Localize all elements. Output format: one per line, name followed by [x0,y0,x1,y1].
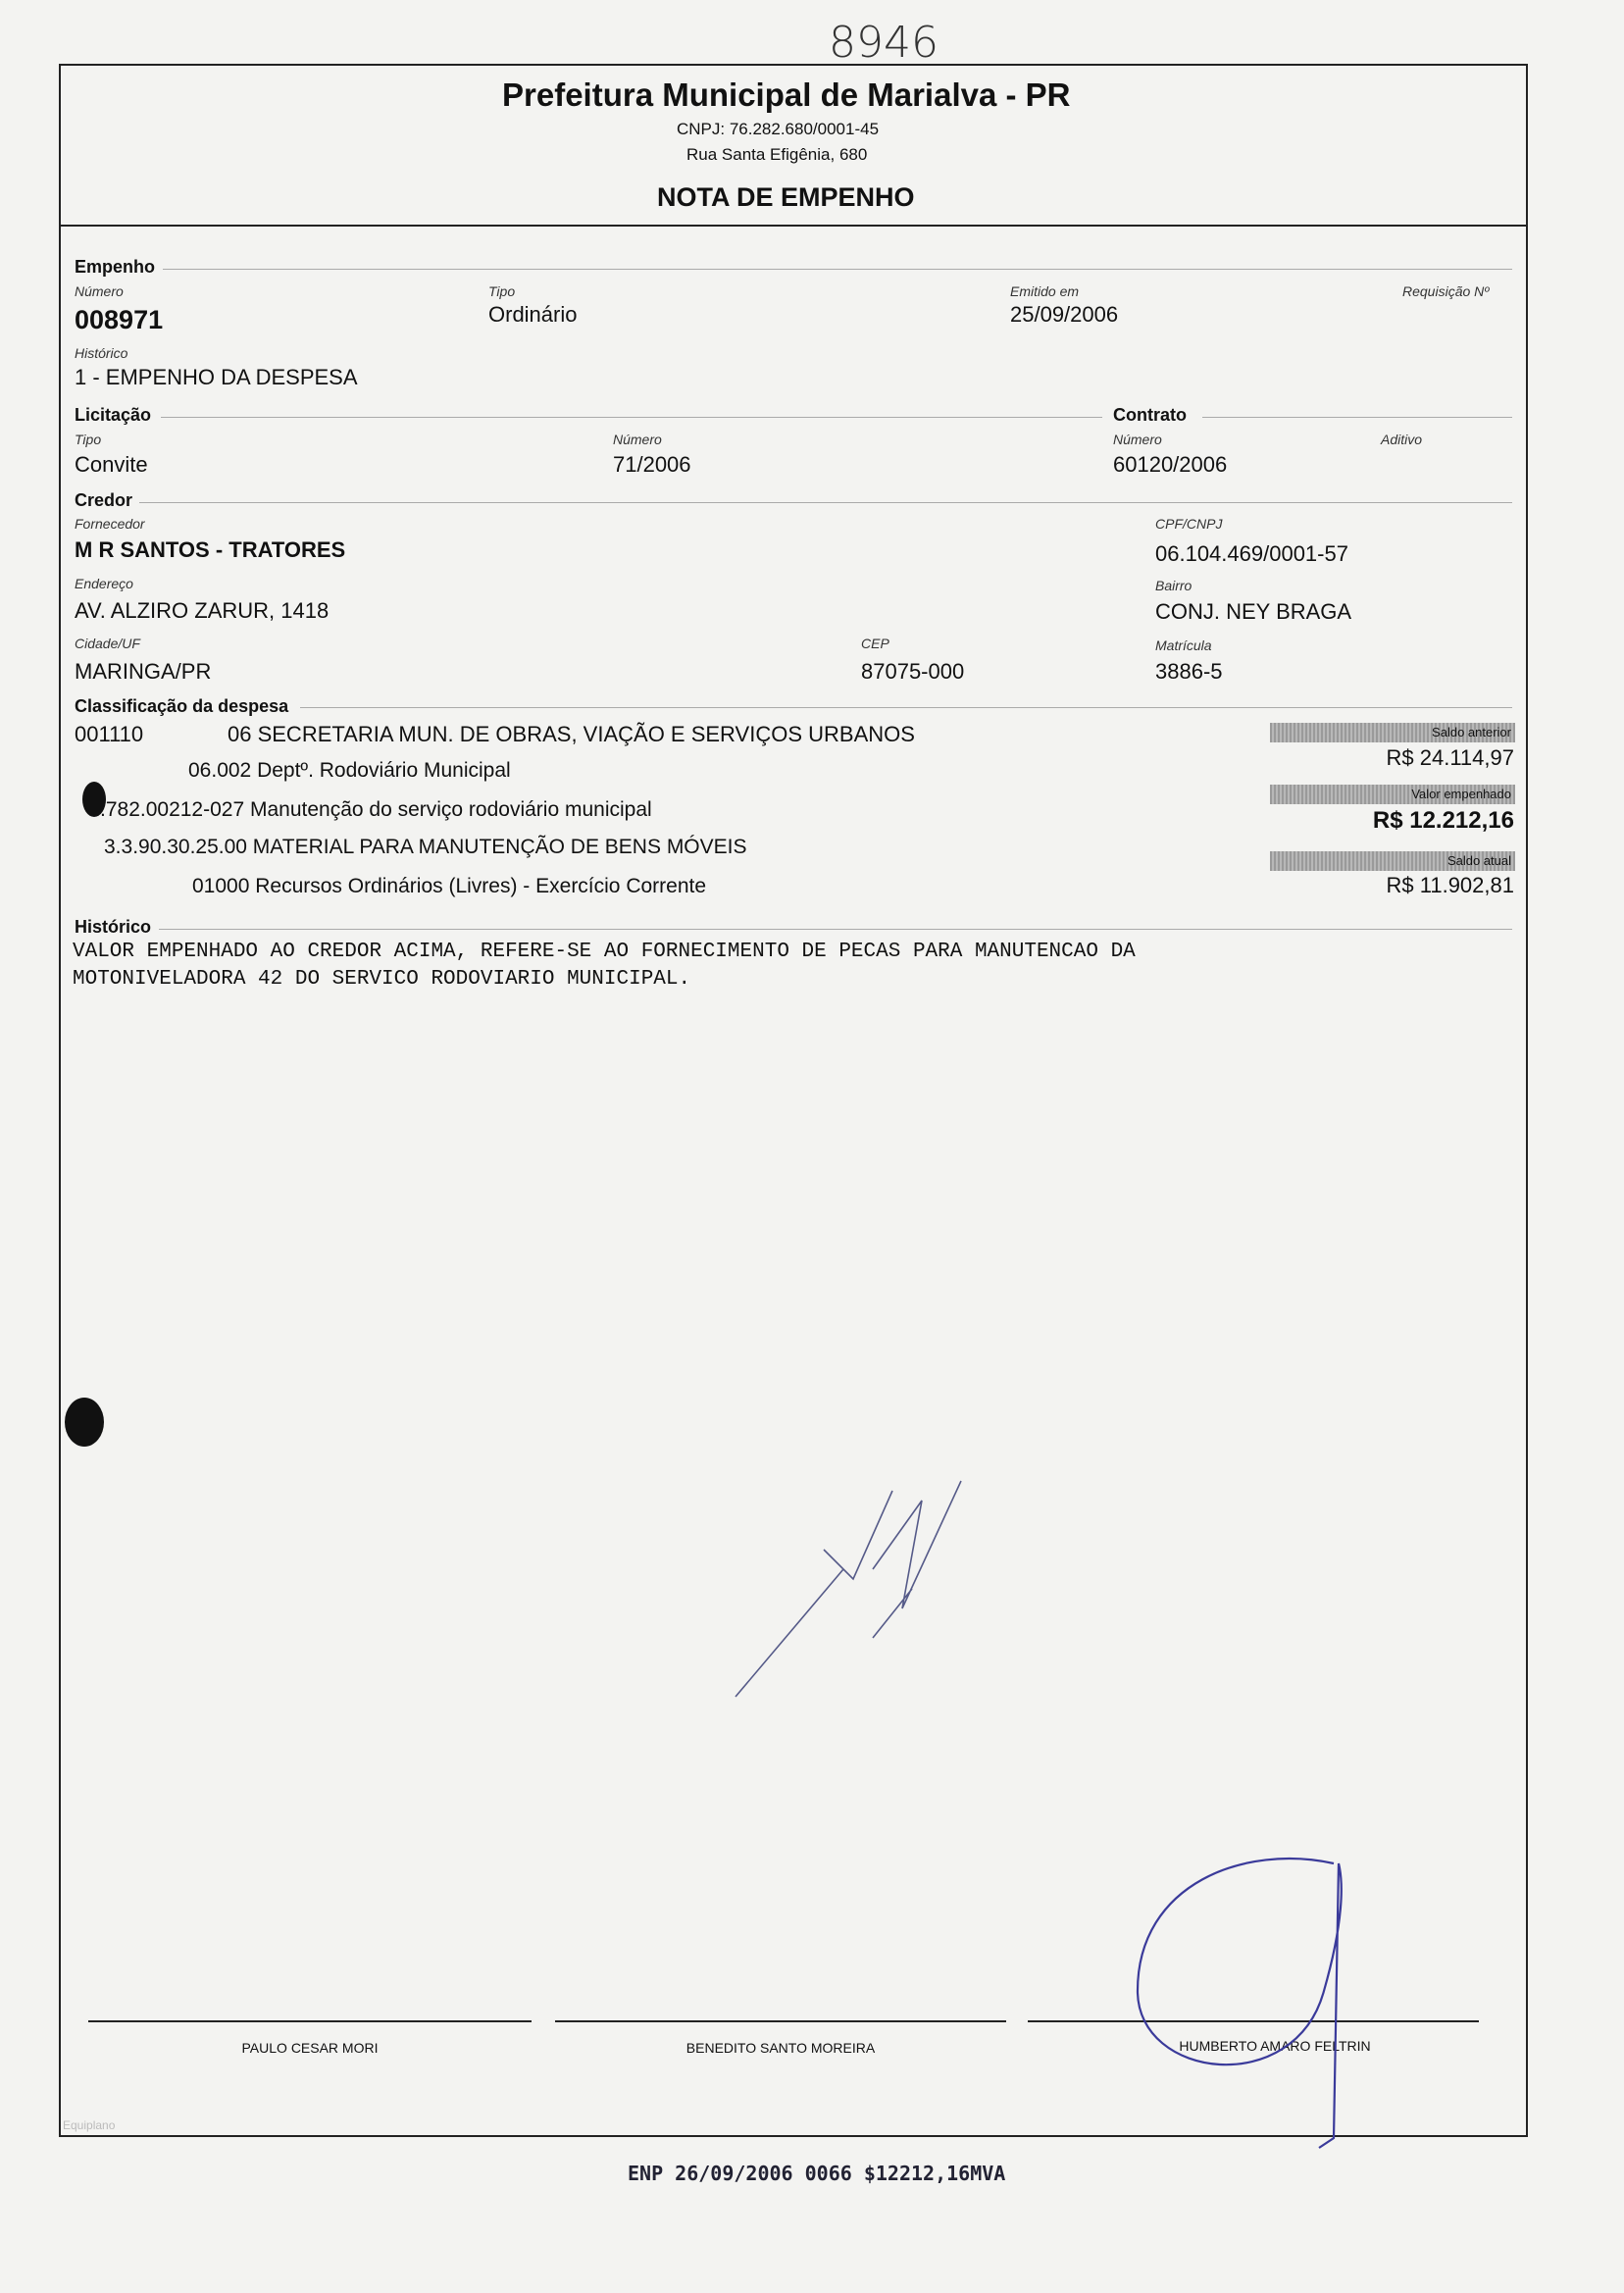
historico-line2: MOTONIVELADORA 42 DO SERVICO RODOVIARIO MUNICIPAL. [73,968,691,991]
classificacao-line2: 06.002 Deptº. Rodoviário Municipal [188,759,511,782]
section-historico: Histórico [75,917,152,937]
section-licitacao: Licitação [75,405,152,425]
requisicao-label: Requisição Nº [1402,283,1490,299]
divider [300,707,1512,708]
bairro-label: Bairro [1155,578,1193,593]
signatory-2: BENEDITO SANTO MOREIRA [685,2040,876,2056]
saldo-atual-label: Saldo atual [1270,851,1515,871]
empenho-historico-label: Histórico [75,345,128,361]
cep: 87075-000 [861,659,965,684]
handwritten-number: 8946 [829,18,939,68]
contrato-numero: 60120/2006 [1113,452,1228,477]
valor-empenhado-label: Valor empenhado [1270,785,1515,804]
matricula: 3886-5 [1155,659,1223,684]
fornecedor-label: Fornecedor [75,516,145,532]
matricula-label: Matrícula [1155,637,1212,653]
licitacao-numero: 71/2006 [613,452,691,477]
equiplano-label: Equiplano [63,2118,116,2132]
divider [163,269,1512,270]
cep-label: CEP [861,636,889,651]
divider [161,417,1102,418]
section-credor: Credor [75,490,133,510]
cidade-label: Cidade/UF [75,636,140,651]
empenho-numero: 008971 [75,305,164,334]
cidade: MARINGA/PR [75,659,212,684]
divider [139,502,1512,503]
endereco-label: Endereço [75,576,133,591]
hole-punch-mark [65,1398,104,1447]
empenho-historico: 1 - EMPENHO DA DESPESA [75,365,358,389]
cpf-cnpj-label: CPF/CNPJ [1155,516,1223,532]
org-address: Rua Santa Efigênia, 680 [686,145,868,164]
classificacao-line1: 06 SECRETARIA MUN. DE OBRAS, VIAÇÃO E SERVIÇOS URBANOS [228,722,915,746]
contrato-numero-label: Número [1113,432,1162,447]
classificacao-line3: .782.00212-027 Manutenção do serviço rodoviário municipal [100,798,652,821]
cpf-cnpj: 06.104.469/0001-57 [1155,541,1348,566]
licitacao-tipo: Convite [75,452,148,477]
saldo-atual: R$ 11.902,81 [1386,873,1514,897]
saldo-anterior-label: Saldo anterior [1270,723,1515,742]
signature-line-1 [88,2020,532,2022]
signature-scribble [726,1471,981,1697]
bairro: CONJ. NEY BRAGA [1155,599,1352,624]
signature-line-2 [555,2020,1006,2022]
divider [1202,417,1512,418]
classificacao-line5: 01000 Recursos Ordinários (Livres) - Exercício Corrente [192,875,707,897]
section-contrato: Contrato [1113,405,1187,425]
endereco: AV. ALZIRO ZARUR, 1418 [75,598,330,623]
empenho-tipo: Ordinário [488,302,578,327]
signatory-3: HUMBERTO AMARO FELTRIN [1179,2038,1371,2054]
org-name: Prefeitura Municipal de Marialva - PR [502,76,1071,113]
page-title: NOTA DE EMPENHO [657,182,915,212]
classificacao-line4: 3.3.90.30.25.00 MATERIAL PARA MANUTENÇÃO DE BENS MÓVEIS [104,836,747,858]
licitacao-numero-label: Número [613,432,662,447]
contrato-aditivo-label: Aditivo [1381,432,1423,447]
header-divider [59,225,1528,227]
fornecedor-name: M R SANTOS - TRATORES [75,537,346,562]
empenho-numero-label: Número [75,283,124,299]
licitacao-tipo-label: Tipo [75,432,102,447]
section-classificacao: Classificação da despesa [75,696,289,716]
footer-stamp: ENP 26/09/2006 0066 $12212,16MVA [628,2162,1006,2185]
emitido-date: 25/09/2006 [1010,302,1119,327]
saldo-anterior: R$ 24.114,97 [1386,745,1514,770]
valor-empenhado: R$ 12.212,16 [1372,807,1514,834]
emitido-label: Emitido em [1010,283,1080,299]
signatory-1: PAULO CESAR MORI [241,2040,379,2056]
empenho-tipo-label: Tipo [488,283,516,299]
divider [159,929,1512,930]
signature-loop [1128,1844,1383,2158]
org-cnpj: CNPJ: 76.282.680/0001-45 [677,120,880,138]
section-empenho: Empenho [75,257,156,277]
historico-line1: VALOR EMPENHADO AO CREDOR ACIMA, REFERE-SE AO FORNECIMENTO DE PECAS PARA MANUTENCAO DA [73,941,1136,963]
classificacao-code: 001110 [75,722,144,746]
